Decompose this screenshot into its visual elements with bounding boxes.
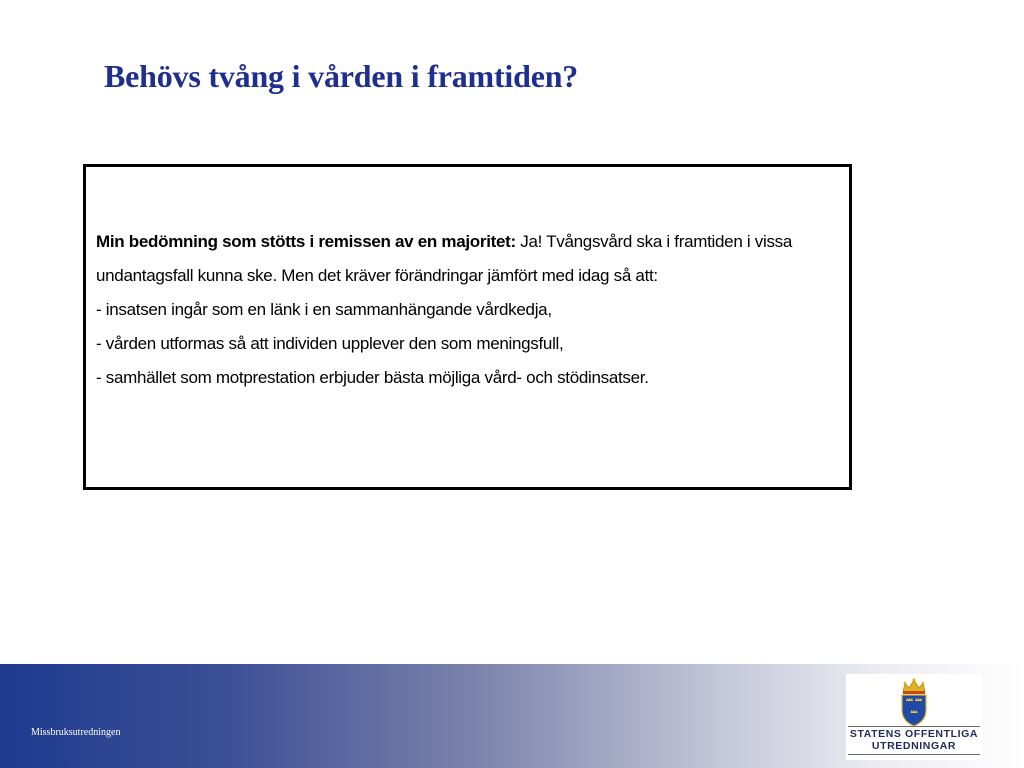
content-text xyxy=(96,225,835,395)
sou-logo xyxy=(846,674,982,760)
content-box xyxy=(83,164,852,490)
lead-bold-text: Min bedömning som stötts i remissen av en majoritet: xyxy=(96,232,516,251)
bullet-item: - samhället som motprestation erbjuder bästa möjliga vård- och stödinsatser. xyxy=(96,368,649,387)
slide-title: Behövs tvång i vården i framtiden? xyxy=(104,58,579,94)
logo-line-2: UTREDNINGAR xyxy=(871,740,957,752)
swedish-crest-icon xyxy=(896,677,932,727)
bullet-item: - insatsen ingår som en länk i en sammanhängande vårdkedja, xyxy=(96,300,552,319)
lead-body-text: Ja! Tvångsvård ska i framtiden i vissa undantagsfall kunna ske. Men det kräver förändringar jämfört med idag så att: xyxy=(96,232,793,285)
bullet-item: - vården utformas så att individen upplever den som meningsfull, xyxy=(96,334,564,353)
logo-rule-top xyxy=(848,726,980,727)
logo-line-1: STATENS OFFENTLIGA xyxy=(849,728,979,740)
footer-label: Missbruksutredningen xyxy=(31,727,121,738)
lead-paragraph xyxy=(96,225,835,293)
logo-rule-bottom xyxy=(848,754,980,755)
